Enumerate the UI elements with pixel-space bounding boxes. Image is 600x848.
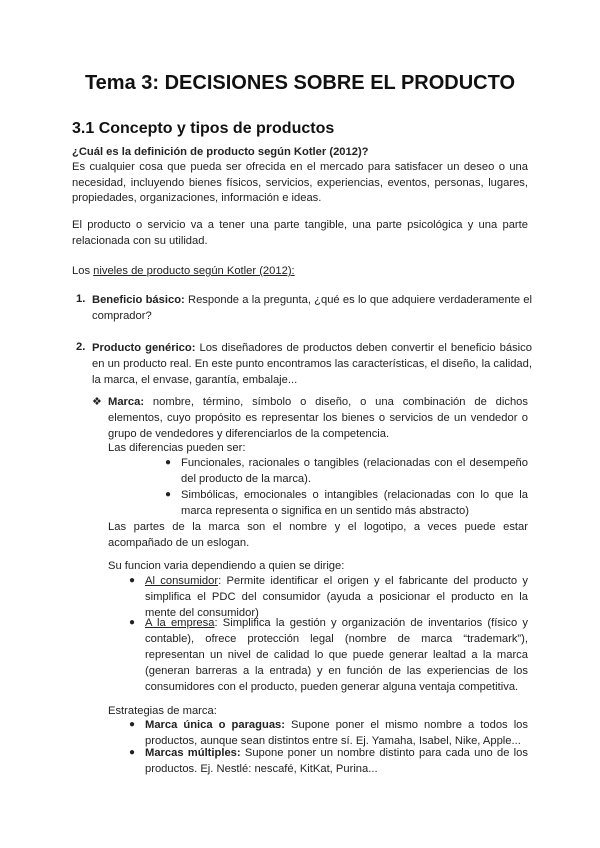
diff-item-simbolicas: Simbólicas, emocionales o intangibles (relacionadas con lo que la marca representa o significa en un sentido más abstracto): [181, 489, 528, 517]
marca-term: Marca:: [108, 396, 145, 408]
list-term-1: Beneficio básico:: [92, 294, 185, 306]
bullet-dot-icon: ●: [165, 457, 172, 468]
strat-text-multiples: Supone poner un nombre distinto para cada uno de los productos. Ej. Nestlé: nescafé, KitKat, Purina...: [145, 747, 528, 775]
marca-text: nombre, término, símbolo o diseño, o una combinación de dichos elementos, cuyo propósito es representar los bienes o servicios de un vendedor o grupo de vendedores y diferenciarlos de la competencia.: [108, 396, 528, 440]
func-intro: Su funcion varia dependiendo a quien se dirige:: [108, 560, 345, 572]
strat-intro: Estrategias de marca:: [108, 705, 217, 717]
marca-definition: [108, 394, 528, 442]
func-item-empresa: [145, 615, 528, 695]
func-label-empresa: A la empresa: [145, 617, 215, 629]
bullet-dot-icon: ●: [165, 489, 172, 500]
levels-link: niveles de producto según Kotler (2012):: [93, 265, 295, 277]
bullet-dot-icon: ●: [129, 617, 136, 628]
bullet-dot-icon: ●: [129, 719, 136, 730]
definition-paragraph: Es cualquier cosa que pueda ser ofrecida en el mercado para satisfacer un deseo o una necesidad, incluyendo bienes físicos, servicios, experiencias, eventos, personas, lugares, propiedades, organizaciones, información e ideas.: [72, 161, 528, 205]
func-text-empresa: : Simplifica la gestión y organización de inventarios (físico y contable), ofrece protección legal (nombre de marca “trademark”), representan un nivel de calidad lo que puede generar lealtad a la marca (generan barreras a la entrada) y en función de las experiencias de los consumidores con el producto, pueden generar alguna ventaja competitiva.: [145, 617, 528, 693]
tangible-paragraph: El producto o servicio va a tener una parte tangible, una parte psicológica y una parte relacionada con su utilidad.: [72, 219, 528, 247]
page-title: Tema 3: DECISIONES SOBRE EL PRODUCTO: [84, 72, 516, 94]
diff-intro: Las diferencias pueden ser:: [108, 442, 246, 454]
list-item-beneficio: [92, 292, 532, 324]
diff-item-funcionales: Funcionales, racionales o tangibles (relacionadas con el desempeño del producto de la marca).: [181, 457, 528, 485]
definition-question: ¿Cuál es la definición de producto según Kotler (2012)?: [72, 146, 369, 158]
levels-intro: [72, 264, 528, 280]
marca-parts: Las partes de la marca son el nombre y el logotipo, a veces puede estar acompañado de un eslogan.: [108, 521, 528, 549]
list-text-1: Responde a la pregunta, ¿qué es lo que adquiere verdaderamente el comprador?: [92, 294, 532, 322]
func-text-consumidor: : Permite identificar el origen y el fabricante del producto y simplifica el PDC del consumidor (ayuda a posicionar el producto en la mente del consumidor): [145, 575, 528, 619]
func-label-consumidor: Al consumidor: [145, 575, 219, 587]
diamond-bullet-icon: ❖: [92, 396, 102, 408]
strat-term-multiples: Marcas múltiples:: [145, 747, 241, 759]
levels-prefix: Los: [72, 265, 94, 277]
strat-item-multiples: [145, 745, 528, 777]
bullet-dot-icon: ●: [129, 747, 136, 758]
list-number-2: 2.: [76, 341, 86, 353]
list-number-1: 1.: [76, 293, 86, 305]
strat-term-unica: Marca única o paraguas:: [145, 719, 285, 731]
list-item-generico: [92, 340, 532, 388]
section-heading: 3.1 Concepto y tipos de productos: [72, 120, 335, 137]
bullet-dot-icon: ●: [129, 575, 136, 586]
list-term-2: Producto genérico:: [92, 342, 196, 354]
func-item-consumidor: [145, 573, 528, 621]
list-text-2: Los diseñadores de productos deben convertir el beneficio básico en un producto real. En este punto encontramos las características, el diseño, la calidad, la marca, el envase, garantía, embalaje...: [92, 342, 532, 386]
strat-text-unica: Supone poner el mismo nombre a todos los productos, aunque sean distintos entre sí. Ej. Yamaha, Isabel, Nike, Apple...: [145, 719, 528, 747]
